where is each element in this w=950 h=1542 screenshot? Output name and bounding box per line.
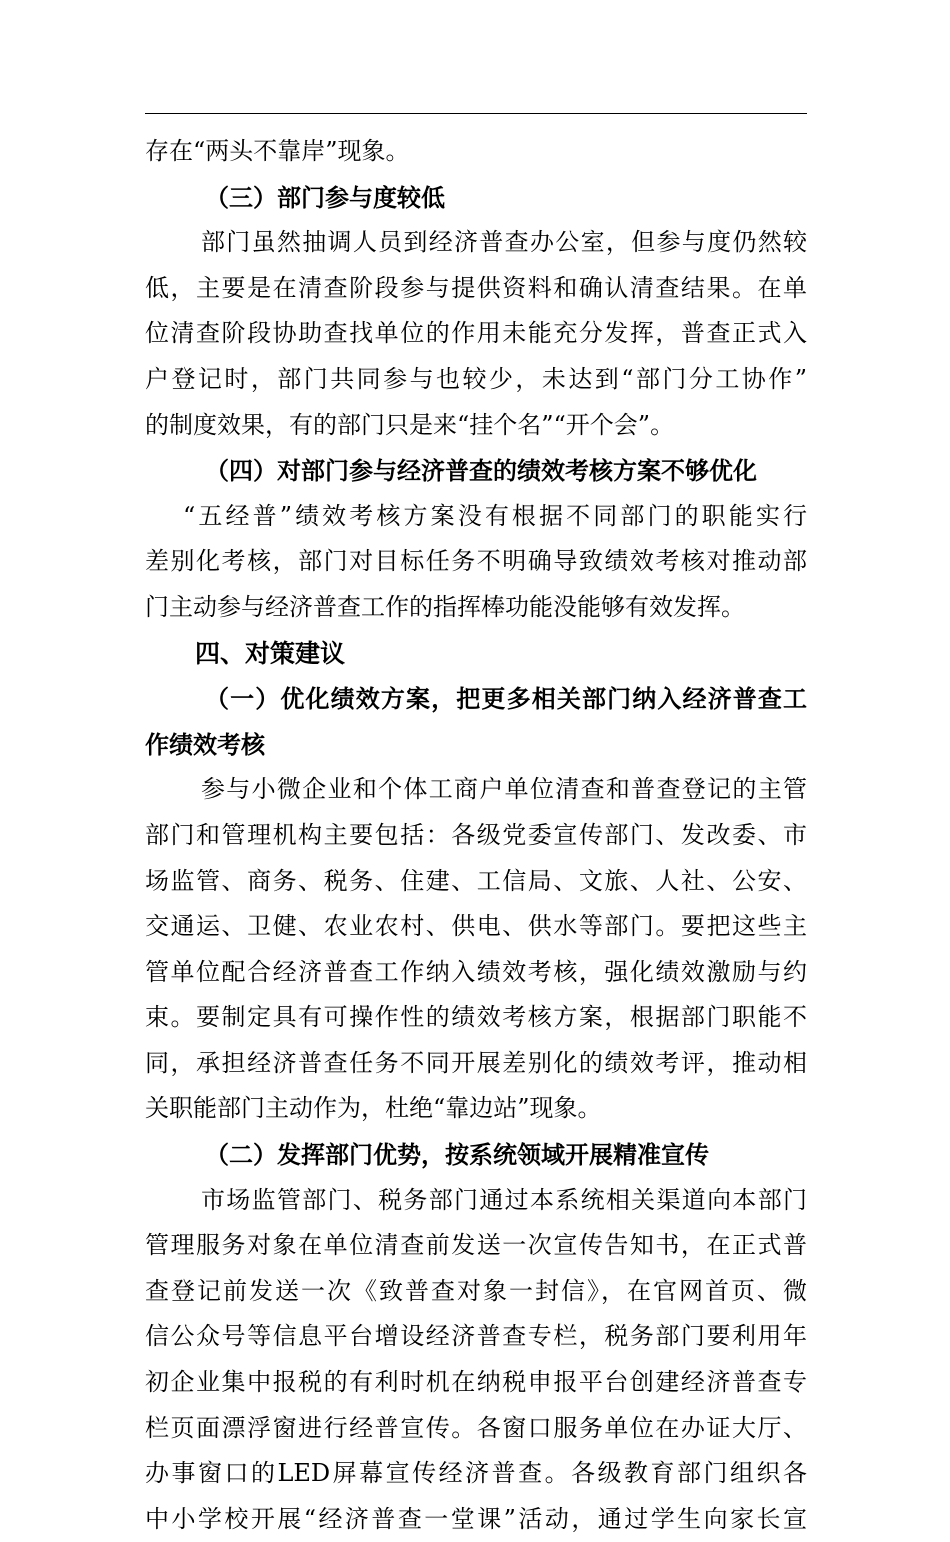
paragraph-line: 办事窗口的LED屏幕宣传经济普查。各级教育部门组织各 bbox=[145, 1459, 807, 1488]
paragraph-line: 户登记时，部门共同参与也较少，未达到“部门分工协作” bbox=[145, 364, 807, 393]
paragraph-line: “五经普”绩效考核方案没有根据不同部门的职能实行 bbox=[183, 501, 807, 530]
paragraph-line: 位清查阶段协助查找单位的作用未能充分发挥，普查正式入 bbox=[145, 319, 807, 348]
paragraph-line: 中小学校开展“经济普查一堂课”活动，通过学生向家长宣 bbox=[145, 1504, 807, 1533]
paragraph-line: 管理服务对象在单位清查前发送一次宣传告知书，在正式普 bbox=[145, 1231, 807, 1260]
paragraph-line: 查登记前发送一次《致普查对象一封信》，在官网首页、微 bbox=[145, 1276, 807, 1305]
paragraph-line: 栏页面漂浮窗进行经普宣传。各窗口服务单位在办证大厅、 bbox=[145, 1413, 807, 1442]
paragraph-line: 交通运、卫健、农业农村、供电、供水等部门。要把这些主 bbox=[145, 912, 807, 941]
paragraph-line: 低，主要是在清查阶段参与提供资料和确认清查结果。在单 bbox=[145, 273, 807, 302]
document-body bbox=[145, 129, 807, 1542]
section-heading-3: （三）部门参与度较低 bbox=[205, 182, 445, 212]
section-heading-4: （四）对部门参与经济普查的绩效考核方案不够优化 bbox=[205, 456, 757, 486]
paragraph-line: 信公众号等信息平台增设经济普查专栏，税务部门要利用年 bbox=[145, 1322, 807, 1351]
paragraph-line: 部门和管理机构主要包括：各级党委宣传部门、发改委、市 bbox=[145, 820, 807, 849]
paragraph-line: 同，承担经济普查任务不同开展差别化的绩效考评，推动相 bbox=[145, 1048, 807, 1077]
section-heading-2: （二）发挥部门优势，按系统领域开展精准宣传 bbox=[205, 1140, 709, 1170]
paragraph-line: 部门虽然抽调人员到经济普查办公室，但参与度仍然较 bbox=[201, 228, 807, 257]
paragraph-line: 场监管、商务、税务、住建、工信局、文旅、人社、公安、 bbox=[145, 866, 807, 895]
section-heading-1-cont: 作绩效考核 bbox=[145, 729, 265, 759]
paragraph-line: 初企业集中报税的有利时机在纳税申报平台创建经济普查专 bbox=[145, 1368, 807, 1397]
paragraph-line: 关职能部门主动作为，杜绝“靠边站”现象。 bbox=[145, 1094, 602, 1123]
section-heading-1: （一）优化绩效方案，把更多相关部门纳入经济普查工 bbox=[205, 684, 807, 714]
header-rule bbox=[145, 113, 807, 114]
chapter-heading: 四、对策建议 bbox=[195, 638, 346, 668]
paragraph-line: 管单位配合经济普查工作纳入绩效考核，强化绩效激励与约 bbox=[145, 957, 807, 986]
paragraph-line: 门主动参与经济普查工作的指挥棒功能没能够有效发挥。 bbox=[145, 592, 745, 621]
paragraph-line: 的制度效果，有的部门只是来“挂个名”“开个会”。 bbox=[145, 410, 675, 439]
paragraph-line: 差别化考核，部门对目标任务不明确导致绩效考核对推动部 bbox=[145, 547, 807, 576]
paragraph-line: 束。要制定具有可操作性的绩效考核方案，根据部门职能不 bbox=[145, 1003, 807, 1032]
paragraph-line: 存在“两头不靠岸”现象。 bbox=[145, 137, 410, 165]
paragraph-line: 参与小微企业和个体工商户单位清查和普查登记的主管 bbox=[201, 775, 807, 804]
paragraph-line: 市场监管部门、税务部门通过本系统相关渠道向本部门 bbox=[201, 1185, 807, 1214]
